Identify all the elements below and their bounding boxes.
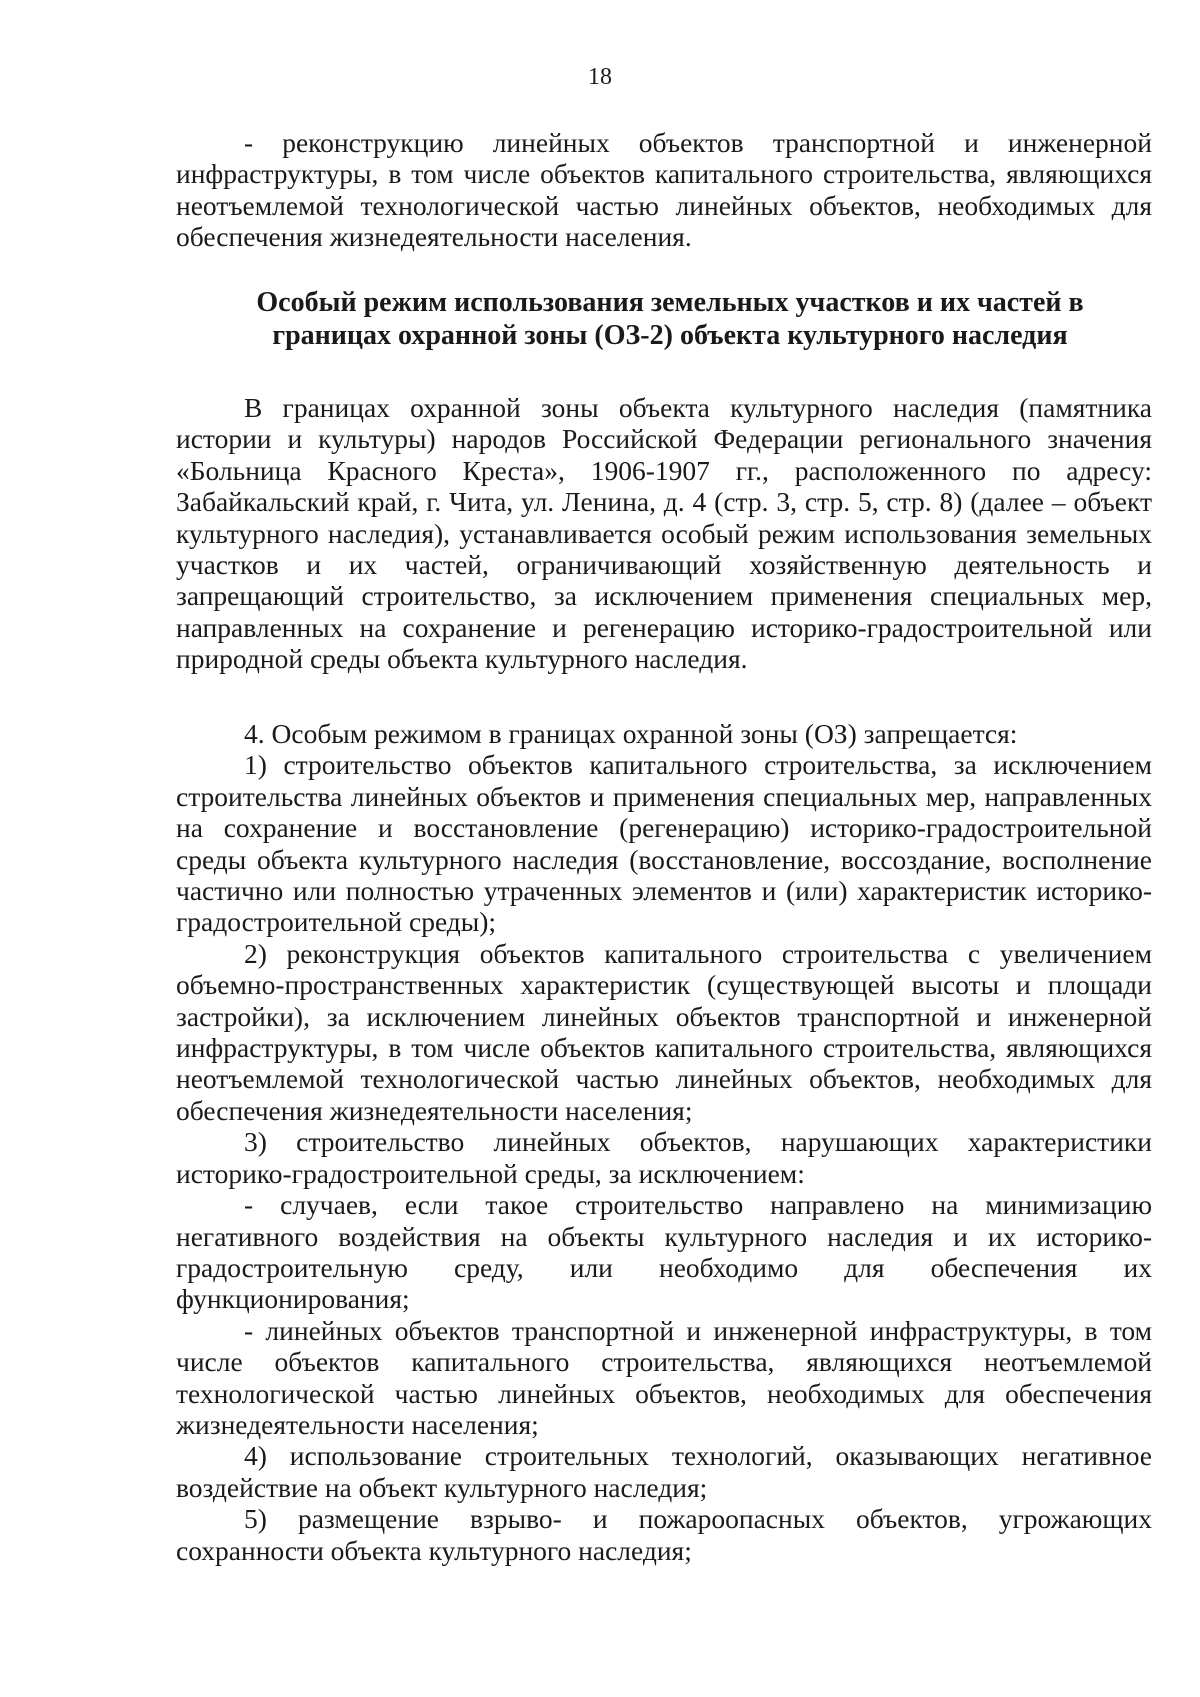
prohibition-item-5: 5) размещение взрыво- и пожароопасных объектов, угрожающих сохранности объекта культурного наследия; bbox=[176, 1503, 1152, 1566]
prohibitions-lead: 4. Особым режимом в границах охранной зоны (ОЗ) запрещается: bbox=[244, 718, 1018, 749]
section-heading-line-1: Особый режим использования земельных участков и их частей в bbox=[256, 287, 1084, 318]
prohibition-item-2: 2) реконструкция объектов капитального строительства с увеличением объемно-пространственных характеристик (существующей высоты и площади застройки), за исключением линейных объектов транспортной и инженерной инфраструктуры, в том числе объектов капитального строительства, являющихся неотъемлемой технологической частью линейных объектов, необходимых для обеспечения жизнедеятельности населения; bbox=[176, 937, 1152, 1126]
section-heading bbox=[200, 286, 1140, 352]
regime-section bbox=[176, 392, 1152, 675]
prohibitions-section bbox=[176, 718, 1152, 1566]
section-heading-line-2: границах охранной зоны (ОЗ-2) объекта культурного наследия bbox=[272, 320, 1068, 351]
prohibition-item-4: 4) использование строительных технологий, оказывающих негативное воздействие на объект культурного наследия; bbox=[176, 1440, 1152, 1503]
prohibition-exception-2: - линейных объектов транспортной и инженерной инфраструктуры, в том числе объектов капитального строительства, являющихся неотъемлемой технологической частью линейных объектов, необходимых для обеспечения жизнедеятельности населения; bbox=[176, 1314, 1152, 1440]
prohibition-item-3: 3) строительство линейных объектов, нарушающих характеристики историко-градостроительной среды, за исключением: bbox=[176, 1126, 1152, 1189]
prohibition-item-1: 1) строительство объектов капитального строительства, за исключением строительства линейных объектов и применения специальных мер, направленных на сохранение и восстановление (регенерацию) историко-градостроительной среды объекта культурного наследия (восстановление, воссоздание, восполнение частично или полностью утраченных элементов и (или) характеристик историко-градостроительной среды); bbox=[176, 749, 1152, 938]
intro-paragraph: - реконструкцию линейных объектов транспортной и инженерной инфраструктуры, в том числе объектов капитального строительства, являющихся неотъемлемой технологической частью линейных объектов, необходимых для обеспечения жизнедеятельности населения. bbox=[176, 127, 1152, 253]
intro-section bbox=[176, 127, 1152, 253]
page-number: 18 bbox=[588, 64, 612, 90]
regime-paragraph: В границах охранной зоны объекта культурного наследия (памятника истории и культуры) народов Российской Федерации регионального значения «Больница Красного Креста», 1906-1907 гг., расположенного по адресу: Забайкальский край, г. Чита, ул. Ленина, д. 4 (стр. 3, стр. 5, стр. 8) (далее – объект культурного наследия), устанавливается особый режим использования земельных участков и их частей, ограничивающий хозяйственную деятельность и запрещающий строительство, за исключением применения специальных мер, направленных на сохранение и регенерацию историко-градостроительной или природной среды объекта культурного наследия. bbox=[176, 392, 1152, 675]
prohibition-exception-1: - случаев, если такое строительство направлено на минимизацию негативного воздействия на объекты культурного наследия и их историко-градостроительную среду, или необходимо для обеспечения их функционирования; bbox=[176, 1189, 1152, 1315]
